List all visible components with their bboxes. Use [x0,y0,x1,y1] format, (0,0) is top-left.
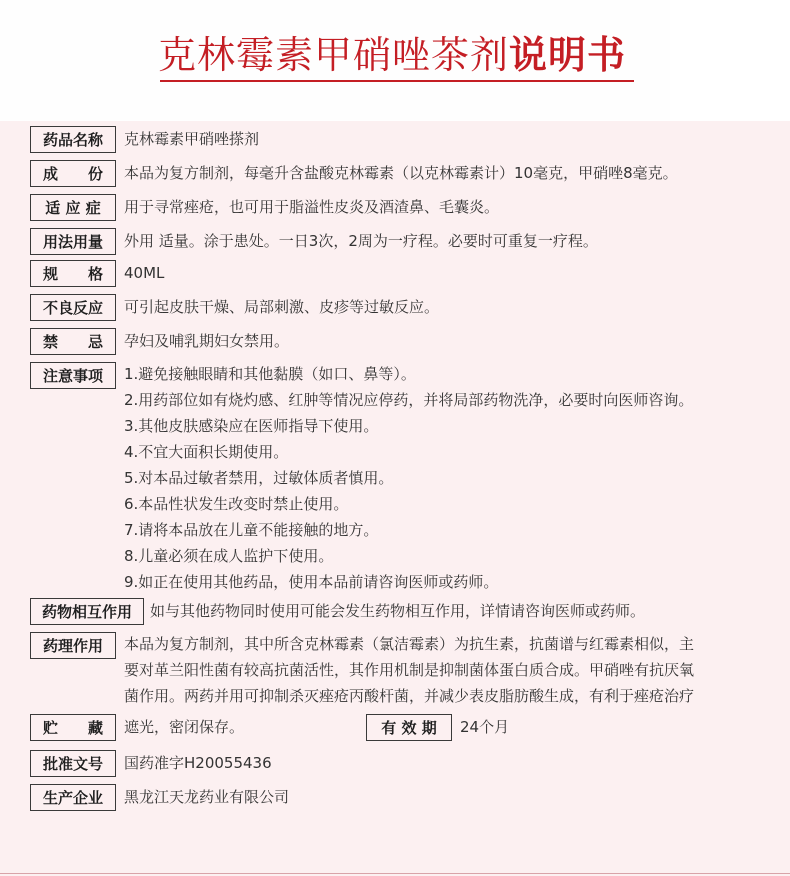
value-contraindication: 孕妇及哺乳期妇女禁用。 [124,332,290,350]
label-pharmacology: 药理作用 [30,632,116,659]
title-bold: 说明书 [509,33,627,77]
value-storage: 遮光，密闭保存。 [124,718,245,736]
value-adverse: 可引起皮肤干燥、局部刺激、皮疹等过敏反应。 [124,298,440,316]
label-composition-right: 份 [87,165,103,183]
label-composition [30,160,116,187]
label-contra-left: 禁 [43,333,59,351]
precaution-item: 2.用药部位如有烧灼感、红肿等情况应停药，并将局部药物洗净，必要时向医师咨询。 [124,391,694,409]
label-storage-right: 藏 [87,719,103,737]
label-adverse: 不良反应 [30,294,116,321]
precaution-item: 6.本品性状发生改变时禁止使用。 [124,495,349,513]
label-spec-right: 格 [87,265,103,283]
precaution-item: 5.对本品过敏者禁用，过敏体质者慎用。 [124,469,394,487]
precautions-list [124,361,693,595]
label-indication: 适 应 症 [30,194,116,221]
value-interaction: 如与其他药物同时使用可能会发生药物相互作用，详情请咨询医师或药师。 [150,602,646,620]
label-storage-left: 贮 [43,719,59,737]
pharmacology-line: 本品为复方制剂，其中所含克林霉素（氯洁霉素）为抗生素，抗菌谱与红霉素相似，主 [124,635,695,653]
precaution-item: 1.避免接触眼睛和其他黏膜（如口、鼻等）。 [124,365,416,383]
label-contra-right: 忌 [87,333,103,351]
value-composition: 本品为复方制剂，每毫升含盐酸克林霉素（以克林霉素计）10毫克，甲硝唑8毫克。 [124,164,678,182]
label-approval: 批准文号 [30,750,116,777]
pharmacology-line: 菌作用。两药并用可抑制杀灭痤疮丙酸杆菌，并减少表皮脂肪酸生成，有利于痤疮治疗 [124,687,695,705]
page-title [158,24,626,79]
precaution-item: 4.不宜大面积长期使用。 [124,443,289,461]
value-approval: 国药准字H20055436 [124,754,272,772]
value-drug-name: 克林霉素甲硝唑搽剂 [124,130,260,148]
value-spec: 40ML [124,264,165,282]
label-expiry: 有 效 期 [366,714,452,741]
label-manufacturer: 生产企业 [30,784,116,811]
title-main: 克林霉素甲硝唑茶剂 [158,33,510,77]
label-spec [30,260,116,287]
precaution-item: 9.如正在使用其他药品，使用本品前请咨询医师或药师。 [124,573,499,591]
label-interaction: 药物相互作用 [30,598,144,625]
value-manufacturer: 黑龙江天龙药业有限公司 [124,788,290,806]
label-storage [30,714,116,741]
title-underline [160,80,634,82]
label-drug-name: 药品名称 [30,126,116,153]
value-expiry: 24个月 [460,718,510,736]
bottom-divider [0,873,790,874]
precaution-item: 8.儿童必须在成人监护下使用。 [124,547,334,565]
value-usage: 外用 适量。涂于患处。一日3次，2周为一疗程。必要时可重复一疗程。 [124,232,598,250]
label-composition-left: 成 [43,165,59,183]
precaution-item: 7.请将本品放在儿童不能接触的地方。 [124,521,379,539]
title-area [0,0,670,120]
pharmacology-line: 要对革兰阳性菌有较高抗菌活性，其作用机制是抑制菌体蛋白质合成。甲硝唑有抗厌氧 [124,661,695,679]
label-usage: 用法用量 [30,228,116,255]
precaution-item: 3.其他皮肤感染应在医师指导下使用。 [124,417,379,435]
label-contraindication [30,328,116,355]
label-spec-left: 规 [43,265,59,283]
label-precautions: 注意事项 [30,362,116,389]
value-indication: 用于寻常痤疮，也可用于脂溢性皮炎及酒渣鼻、毛囊炎。 [124,198,500,216]
pharmacology-text [124,631,694,709]
